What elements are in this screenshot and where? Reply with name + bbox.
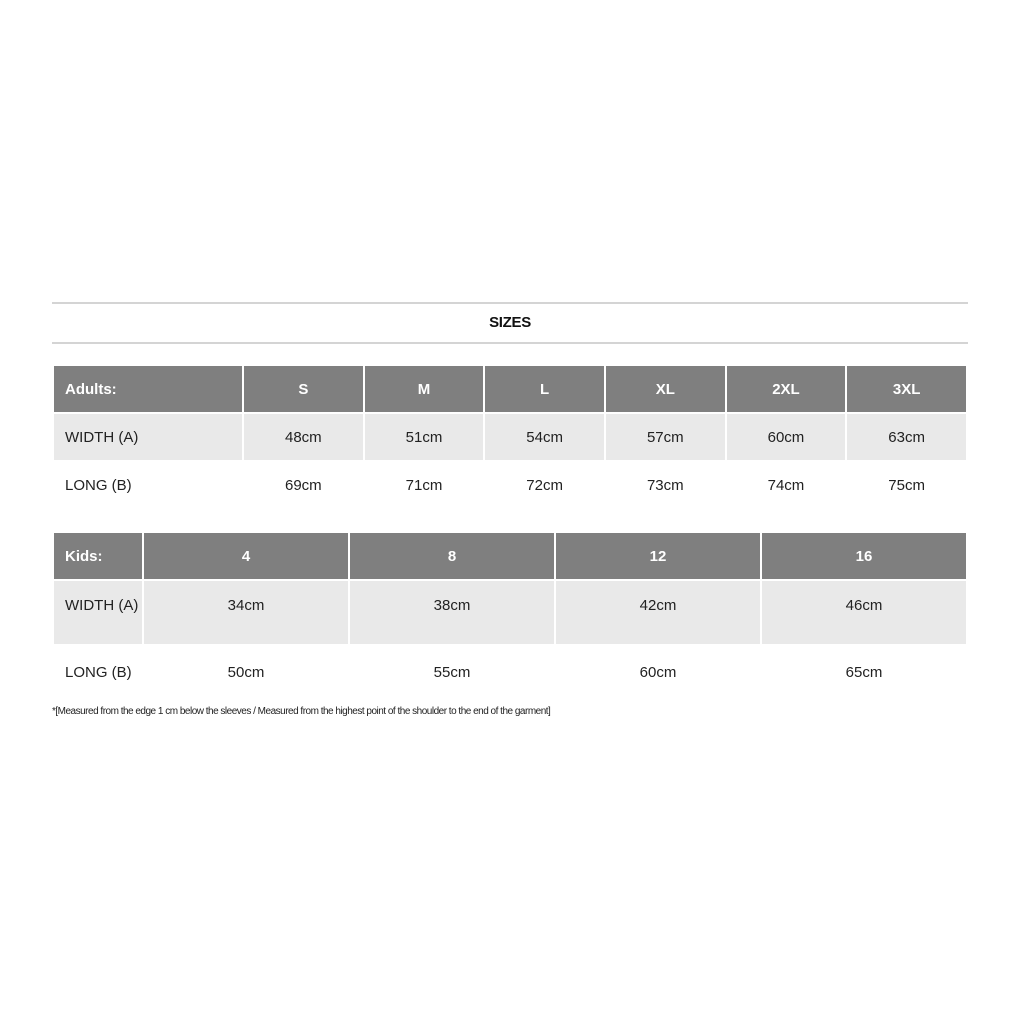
table-cell: 38cm (350, 581, 554, 644)
row-label: WIDTH (A) (54, 414, 242, 460)
adults-width-row (54, 414, 966, 460)
kids-long-row (54, 646, 966, 698)
table-cell: 60cm (727, 414, 846, 460)
table-cell: 51cm (365, 414, 484, 460)
top-divider (52, 302, 968, 304)
table-cell: 72cm (485, 462, 604, 508)
size-header-2xl: 2XL (727, 366, 846, 412)
table-cell: 57cm (606, 414, 725, 460)
size-header-xl: XL (606, 366, 725, 412)
table-cell: 50cm (144, 646, 348, 698)
page-title: SIZES (489, 314, 531, 331)
kids-header-row (54, 533, 966, 579)
adults-size-table (52, 364, 968, 510)
size-header-12: 12 (556, 533, 760, 579)
size-header-4: 4 (144, 533, 348, 579)
adults-long-row (54, 462, 966, 508)
table-cell: 75cm (847, 462, 966, 508)
kids-label: Kids: (54, 533, 142, 579)
size-header-s: S (244, 366, 363, 412)
adults-header-row (54, 366, 966, 412)
row-label: LONG (B) (54, 646, 142, 698)
table-cell: 46cm (762, 581, 966, 644)
row-label: WIDTH (A) (54, 581, 142, 644)
table-cell: 63cm (847, 414, 966, 460)
table-cell: 34cm (144, 581, 348, 644)
kids-size-table (52, 531, 968, 700)
table-cell: 69cm (244, 462, 363, 508)
table-cell: 73cm (606, 462, 725, 508)
table-cell: 74cm (727, 462, 846, 508)
table-cell: 71cm (365, 462, 484, 508)
size-header-8: 8 (350, 533, 554, 579)
table-cell: 60cm (556, 646, 760, 698)
size-header-m: M (365, 366, 484, 412)
row-label: LONG (B) (54, 462, 242, 508)
bottom-divider (52, 342, 968, 344)
table-cell: 55cm (350, 646, 554, 698)
size-header-3xl: 3XL (847, 366, 966, 412)
size-header-l: L (485, 366, 604, 412)
table-cell: 54cm (485, 414, 604, 460)
kids-width-row (54, 581, 966, 644)
size-header-16: 16 (762, 533, 966, 579)
measurement-footnote: *[Measured from the edge 1 cm below the sleeves / Measured from the highest point of the shoulder to the end of the garment] (52, 706, 551, 717)
table-cell: 48cm (244, 414, 363, 460)
table-cell: 42cm (556, 581, 760, 644)
table-cell: 65cm (762, 646, 966, 698)
adults-label: Adults: (54, 366, 242, 412)
